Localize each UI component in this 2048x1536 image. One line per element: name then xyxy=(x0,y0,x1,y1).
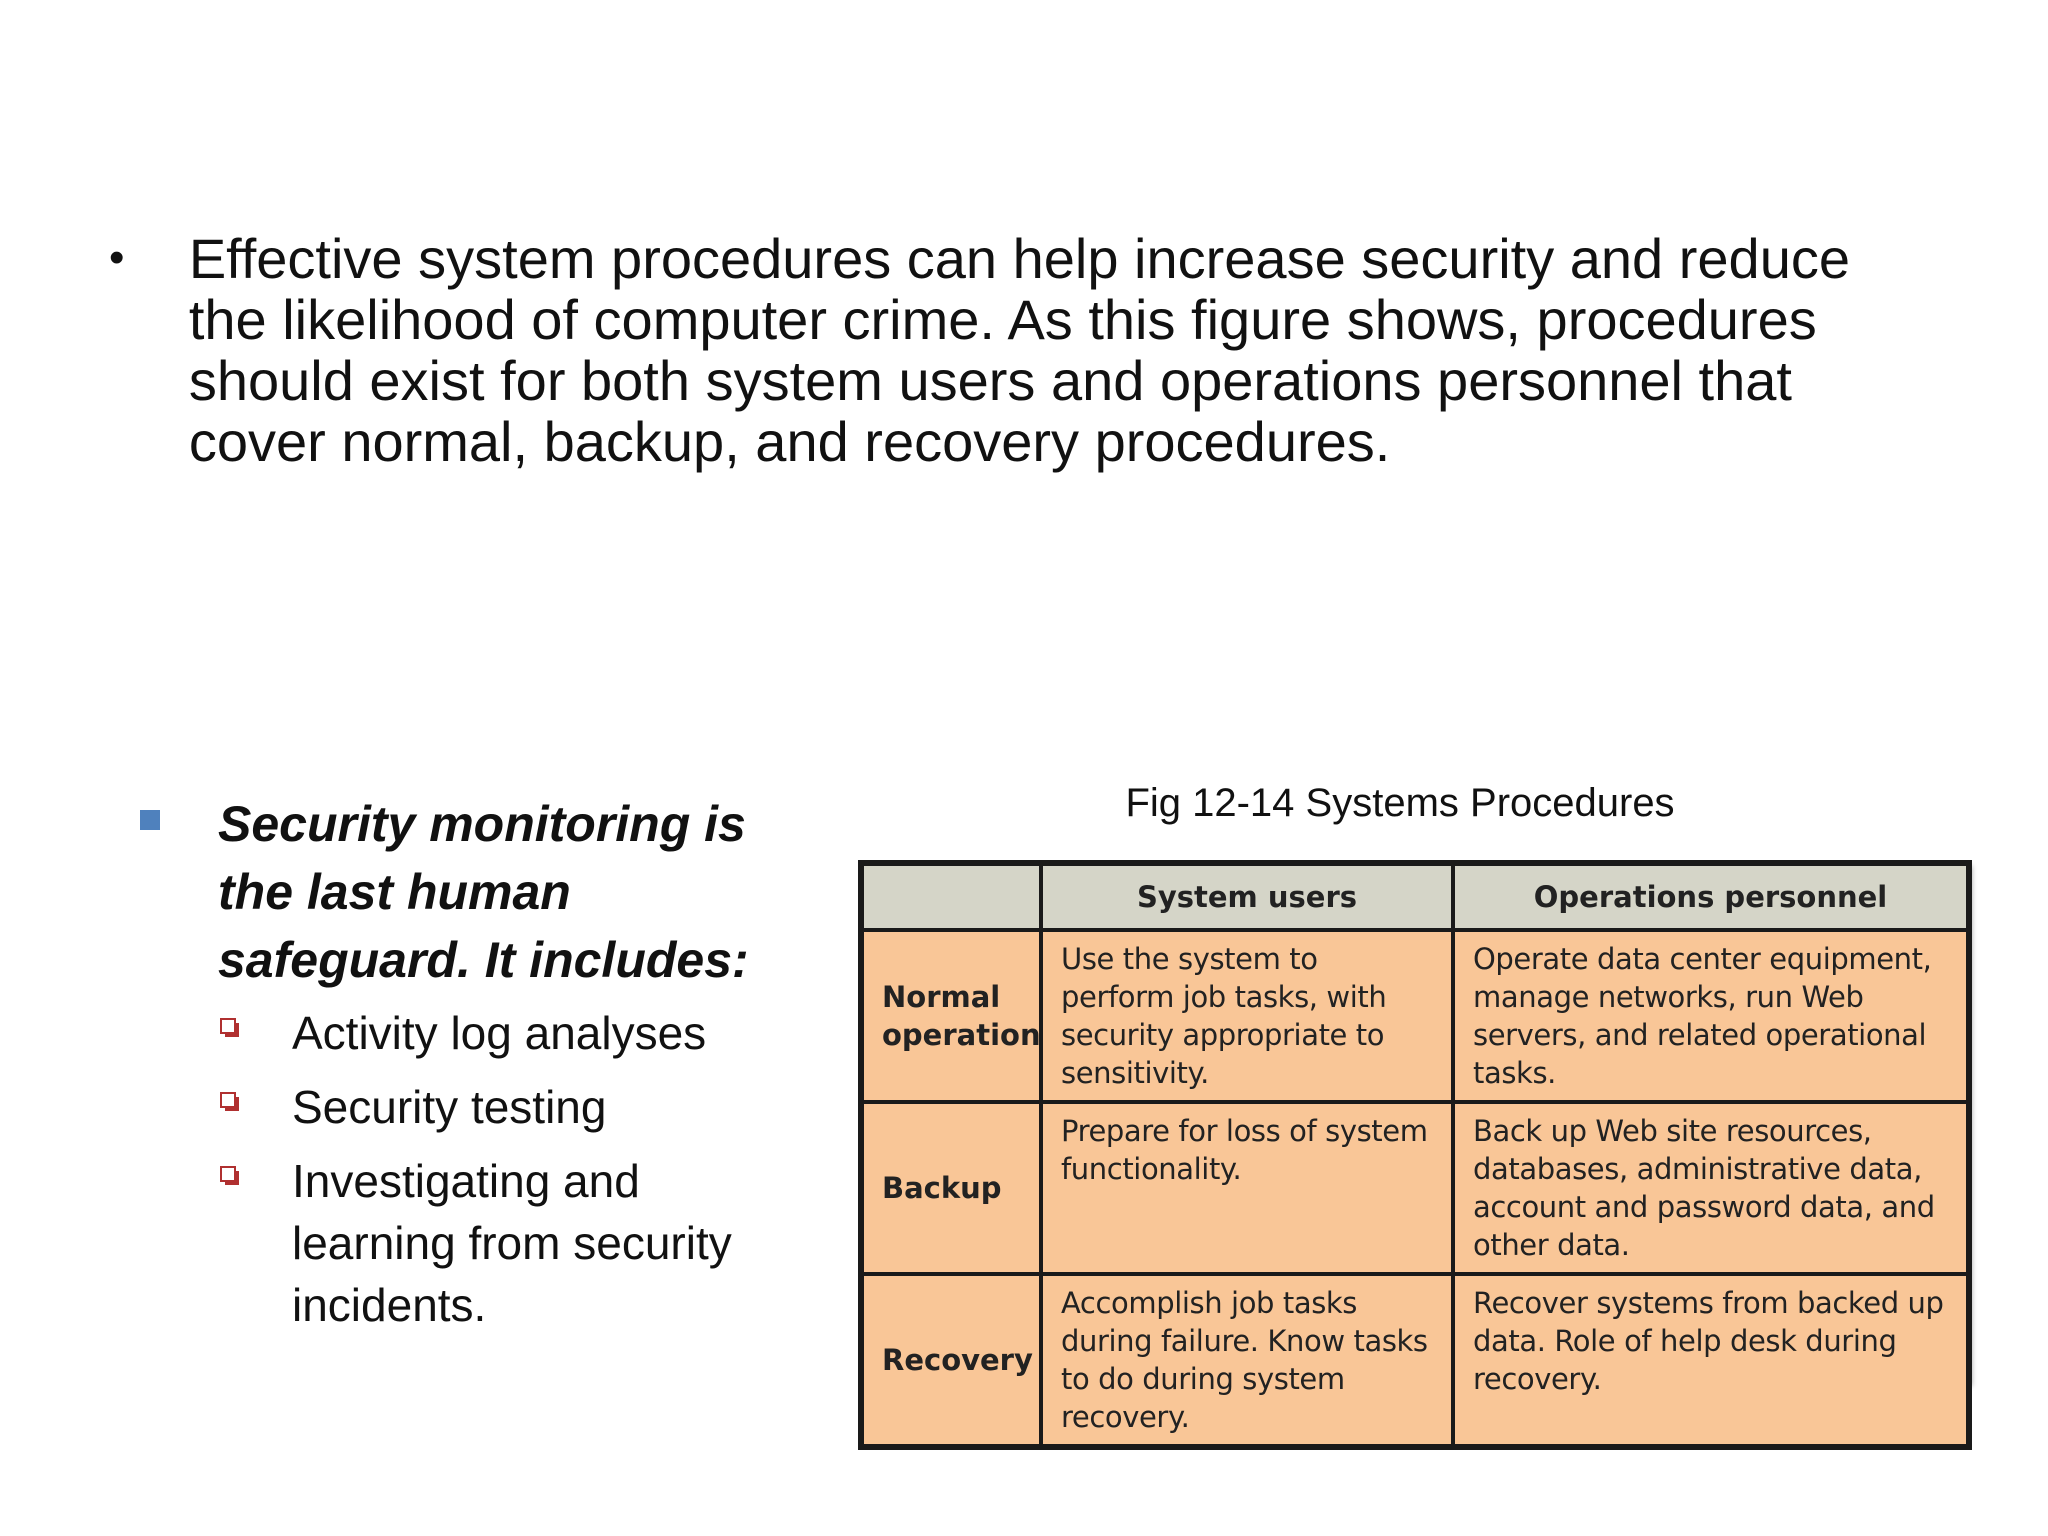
security-monitoring-list xyxy=(140,790,780,1348)
list-heading: Security monitoring is the last human safeguard. It includes: xyxy=(218,796,749,988)
table-cell: Recover systems from backed up data. Role of help desk during recovery. xyxy=(1453,1274,1969,1447)
table-cell: Accomplish job tasks during failure. Know tasks to do during system recovery. xyxy=(1041,1274,1453,1447)
table-header-row xyxy=(861,863,1969,930)
intro-text: Effective system procedures can help increase security and reduce the likelihood of computer crime. As this figure shows, procedures should exist for both system users and operations personnel that cover normal, backup, and recovery procedures. xyxy=(188,227,1850,473)
table-row xyxy=(861,1274,1969,1447)
procedures-table xyxy=(858,860,1972,1450)
list-item-text: Investigating and learning from security incidents. xyxy=(292,1155,732,1331)
sub-list xyxy=(220,1002,780,1336)
list-item xyxy=(220,1150,780,1336)
table-row xyxy=(861,930,1969,1102)
row-label: Normal operation xyxy=(861,930,1041,1102)
figure-caption: Fig 12-14 Systems Procedures xyxy=(1125,781,1675,825)
table-cell: Operate data center equipment, manage networks, run Web servers, and related operational tasks. xyxy=(1453,930,1969,1102)
procedures-figure xyxy=(858,860,1966,1434)
table-corner-cell xyxy=(861,863,1041,930)
row-label: Backup xyxy=(861,1102,1041,1274)
list-item xyxy=(220,1002,780,1064)
table-cell: Back up Web site resources, databases, administrative data, account and password data, and other data. xyxy=(1453,1102,1969,1274)
box-bullet-icon xyxy=(220,1018,236,1034)
box-bullet-icon xyxy=(220,1166,236,1182)
bullet-dot: • xyxy=(109,233,125,282)
box-bullet-icon xyxy=(220,1092,236,1108)
header-operations-personnel: Operations personnel xyxy=(1453,863,1969,930)
square-bullet-icon xyxy=(140,810,160,830)
row-label: Recovery xyxy=(861,1274,1041,1447)
table-cell: Prepare for loss of system functionality. xyxy=(1041,1102,1453,1274)
intro-bullet xyxy=(105,228,1935,472)
header-system-users: System users xyxy=(1041,863,1453,930)
list-item xyxy=(220,1076,780,1138)
list-item-text: Activity log analyses xyxy=(292,1007,707,1059)
list-heading-item xyxy=(140,790,780,994)
list-item-text: Security testing xyxy=(292,1081,607,1133)
table-row xyxy=(861,1102,1969,1274)
table-cell: Use the system to perform job tasks, with security appropriate to sensitivity. xyxy=(1041,930,1453,1102)
